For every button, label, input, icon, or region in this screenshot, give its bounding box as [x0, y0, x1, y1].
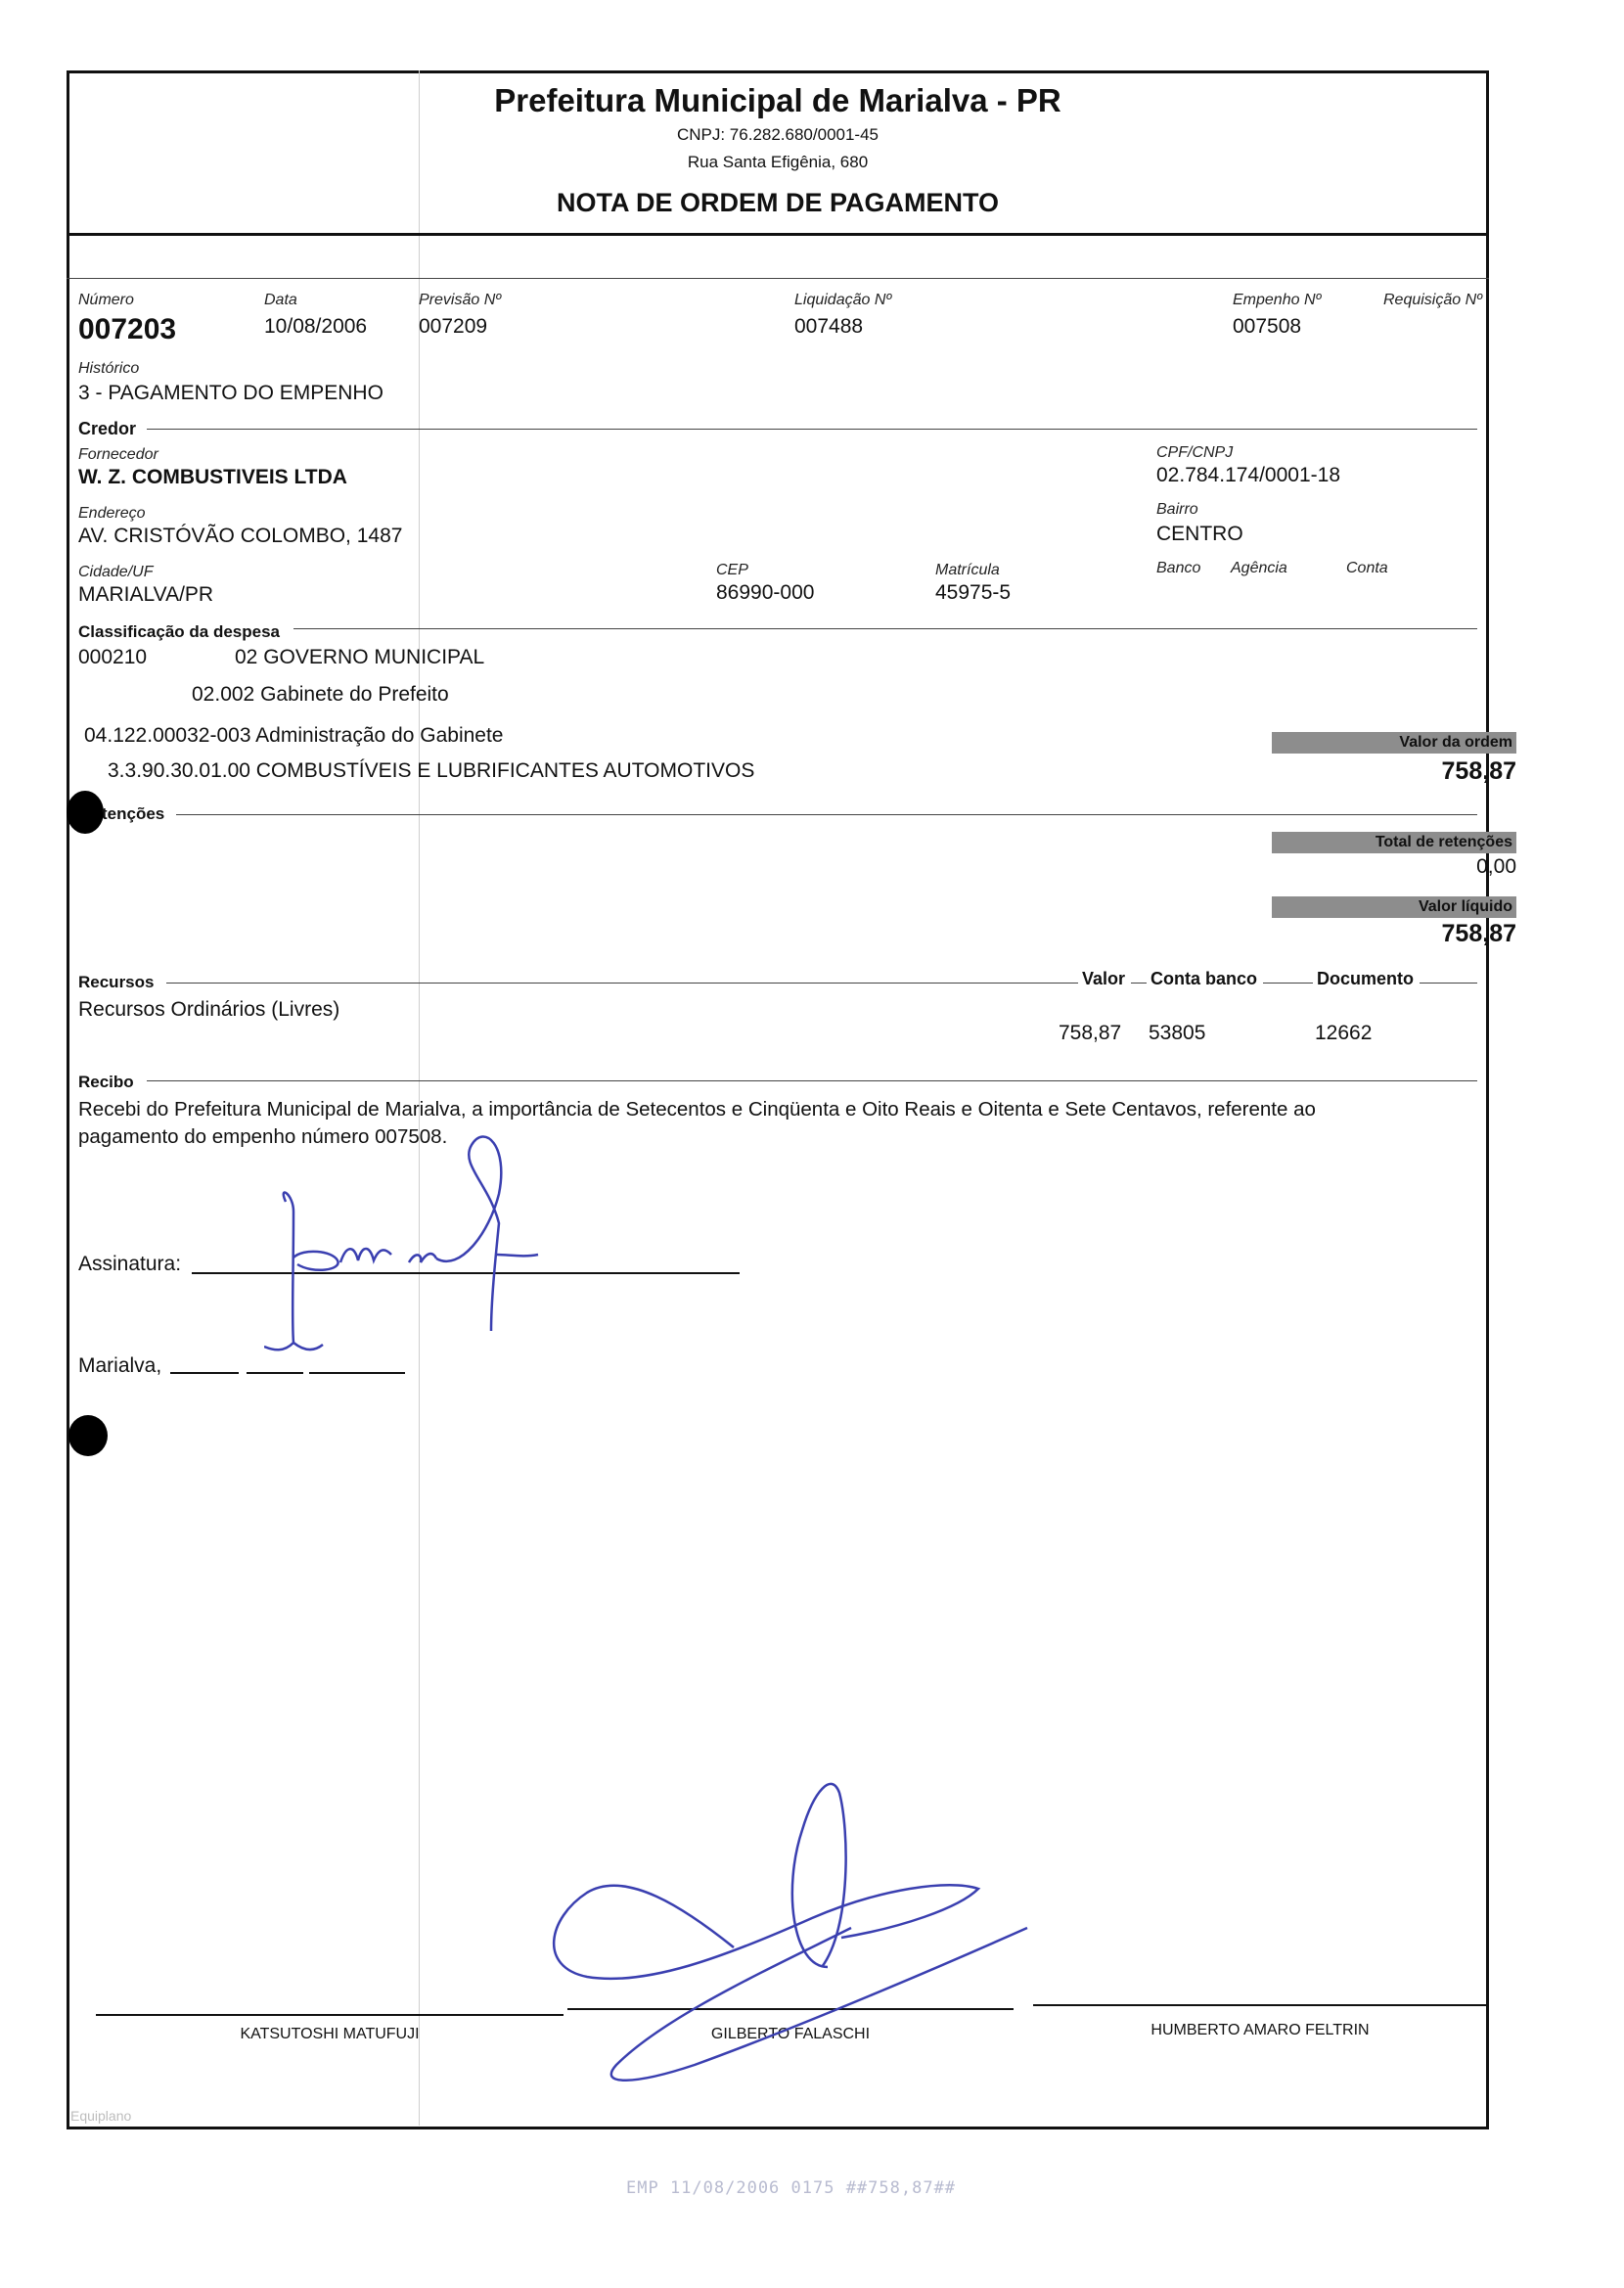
bank-stamp: EMP 11/08/2006 0175 ##758,87## [626, 2178, 957, 2198]
classificacao-line1: 02 GOVERNO MUNICIPAL [235, 646, 485, 668]
data-value: 10/08/2006 [264, 315, 368, 338]
recibo-text-line1: Recebi do Prefeitura Municipal de Marialva, a importância de Setecentos e Cinqüenta e Oito Reais e Oitenta e Sete Centavos, referente ao [78, 1098, 1316, 1121]
liquidacao-label: Liquidação Nº [794, 292, 892, 308]
cep-value: 86990-000 [716, 581, 815, 604]
signatory-3: HUMBERTO AMARO FELTRIN [1150, 2022, 1370, 2038]
classificacao-heading: Classificação da despesa [78, 622, 286, 642]
recursos-conta-label: Conta banco [1147, 969, 1263, 989]
recursos-valor-label: Valor [1078, 969, 1131, 989]
fornecedor-label: Fornecedor [78, 446, 158, 463]
fornecedor-value: W. Z. COMBUSTIVEIS LTDA [78, 466, 347, 488]
banco-label: Banco [1156, 560, 1201, 576]
cidade-value: MARIALVA/PR [78, 583, 214, 606]
credor-rule [147, 429, 1477, 430]
recipient-signature [264, 1125, 567, 1390]
recibo-text-line2: pagamento do empenho número 007508. [78, 1125, 448, 1148]
retencoes-rule [176, 814, 1477, 815]
signatory-2: GILBERTO FALASCHI [710, 2026, 871, 2042]
cpf-value: 02.784.174/0001-18 [1156, 464, 1341, 486]
valor-ordem-value: 758,87 [1441, 757, 1516, 785]
recursos-valor: 758,87 [1059, 1022, 1122, 1044]
signature-line-1 [96, 2014, 564, 2016]
assinatura-label: Assinatura: [78, 1253, 182, 1275]
recursos-descricao: Recursos Ordinários (Livres) [78, 998, 340, 1021]
valor-ordem-label: Valor da ordem [1272, 732, 1516, 754]
endereco-label: Endereço [78, 505, 146, 522]
matricula-label: Matrícula [935, 562, 1000, 578]
retencoes-heading: tenções [102, 804, 165, 823]
data-label: Data [264, 292, 297, 308]
signature-line-3 [1033, 2004, 1487, 2006]
matricula-value: 45975-5 [935, 581, 1012, 604]
historico-value: 3 - PAGAMENTO DO EMPENHO [78, 382, 383, 404]
bairro-value: CENTRO [1156, 523, 1243, 545]
classificacao-line2: 02.002 Gabinete do Prefeito [192, 683, 449, 706]
official-signature [528, 1771, 1037, 2104]
recibo-rule [147, 1080, 1477, 1081]
bairro-label: Bairro [1156, 501, 1198, 518]
empenho-value: 007508 [1233, 315, 1302, 338]
total-retencoes-value: 0,00 [1476, 855, 1516, 878]
prefeitura-title: Prefeitura Municipal de Marialva - PR [494, 82, 1061, 118]
recursos-documento-label: Documento [1313, 969, 1420, 989]
conta-label: Conta [1346, 560, 1388, 576]
numero-label: Número [78, 292, 134, 308]
cpf-label: CPF/CNPJ [1156, 444, 1234, 461]
classificacao-rule [293, 628, 1477, 629]
header-divider [67, 233, 1489, 236]
date-line-1 [170, 1372, 239, 1374]
local-label: Marialva, [78, 1354, 162, 1377]
valor-liquido-label: Valor líquido [1272, 896, 1516, 918]
recursos-conta: 53805 [1149, 1022, 1206, 1044]
total-retencoes-label: Total de retenções [1272, 832, 1516, 853]
credor-heading: Credor [78, 419, 142, 439]
recursos-heading: Recursos [78, 973, 159, 992]
address-line: Rua Santa Efigênia, 680 [687, 153, 869, 171]
cep-label: CEP [716, 562, 748, 578]
classificacao-line3: 04.122.00032-003 Administração do Gabinete [84, 724, 504, 747]
punch-hole-mark-2 [68, 1415, 108, 1456]
liquidacao-value: 007488 [794, 315, 864, 338]
classificacao-line4: 3.3.90.30.01.00 COMBUSTÍVEIS E LUBRIFICANTES AUTOMOTIVOS [108, 759, 755, 782]
agencia-label: Agência [1231, 560, 1287, 576]
previsao-label: Previsão Nº [419, 292, 502, 308]
document-title: NOTA DE ORDEM DE PAGAMENTO [556, 188, 999, 217]
punch-hole-mark [67, 791, 104, 834]
cidade-label: Cidade/UF [78, 564, 154, 580]
requisicao-label: Requisição Nº [1383, 292, 1482, 308]
recursos-rule [166, 983, 1477, 984]
signatory-1: KATSUTOSHI MATUFUJI [240, 2026, 420, 2042]
empenho-label: Empenho Nº [1233, 292, 1322, 308]
recursos-documento: 12662 [1315, 1022, 1373, 1044]
software-mark: Equiplano [70, 2108, 132, 2124]
cnpj-line: CNPJ: 76.282.680/0001-45 [676, 125, 880, 144]
header-divider-thin [67, 278, 1489, 279]
valor-liquido-value: 758,87 [1441, 920, 1516, 947]
endereco-value: AV. CRISTÓVÃO COLOMBO, 1487 [78, 525, 403, 547]
recibo-heading: Recibo [78, 1073, 140, 1092]
classificacao-code: 000210 [78, 646, 148, 668]
historico-label: Histórico [78, 360, 140, 377]
previsao-value: 007209 [419, 315, 488, 338]
numero-value: 007203 [78, 313, 177, 345]
